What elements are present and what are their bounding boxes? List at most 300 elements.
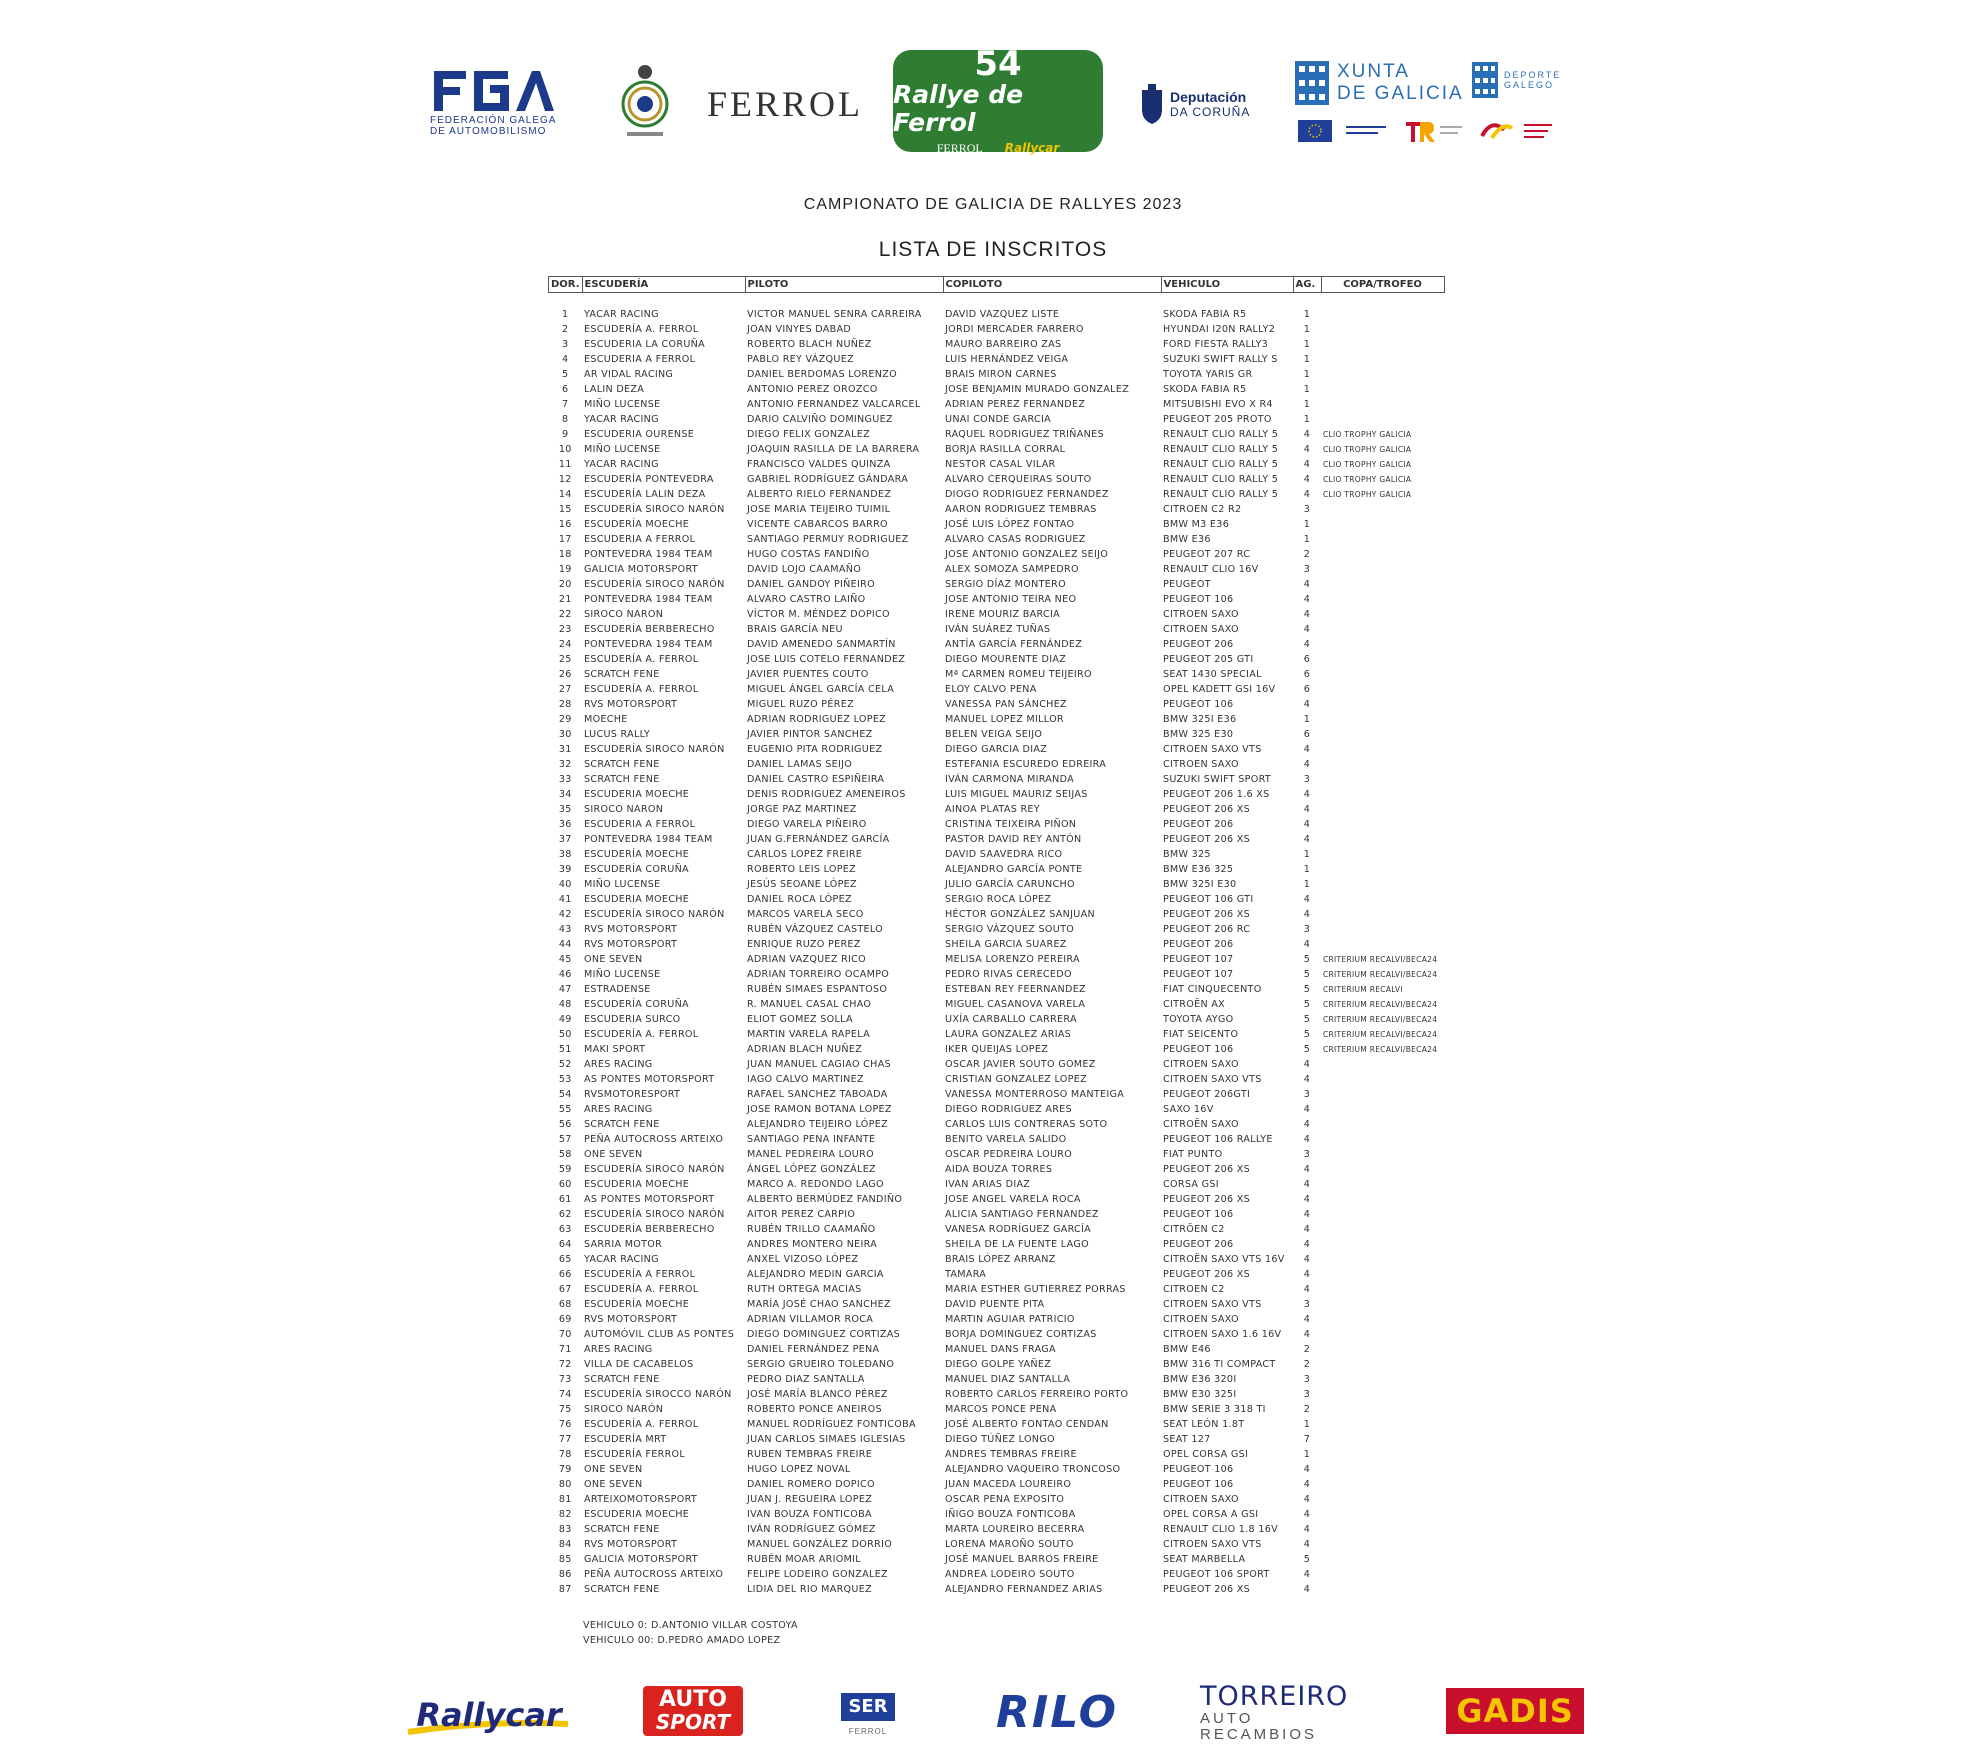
- table-row: [549, 907, 1445, 922]
- table-row: [549, 727, 1445, 742]
- cell-copiloto: LAURA GONZALEZ ARIAS: [945, 1029, 1072, 1040]
- cell-copa: [1321, 1552, 1444, 1567]
- cell-vehiculo: SUZUKI SWIFT SPORT: [1163, 774, 1272, 785]
- cell-copa: [1321, 757, 1444, 772]
- cell-copa: [1321, 1522, 1444, 1537]
- cell-piloto: DAVID LOJO CAAMAÑO: [747, 564, 862, 575]
- cell-dor: 17: [558, 534, 572, 545]
- cell-vehiculo: CITROEN C2: [1163, 1284, 1225, 1295]
- cell-copiloto: PASTOR DAVID REY ANTÓN: [945, 834, 1082, 845]
- cell-escuderia: AUTOMÓVIL CLUB AS PONTES: [584, 1329, 735, 1340]
- cell-vehiculo: CITROEN C2 R2: [1163, 504, 1242, 515]
- cell-escuderia: ESCUDERIA SURCO: [584, 1014, 681, 1025]
- table-row: [549, 502, 1445, 517]
- cell-ag: 4: [1303, 624, 1311, 635]
- cell-dor: 16: [558, 519, 572, 530]
- cell-copiloto: IVÁN SUÁREZ TUÑAS: [945, 624, 1051, 635]
- cell-escuderia: ESCUDERÍA MOECHE: [584, 519, 690, 530]
- cell-escuderia: AS PONTES MOTORSPORT: [584, 1074, 715, 1085]
- cell-vehiculo: PEUGEOT 205 PROTO: [1163, 414, 1272, 425]
- cell-ag: 1: [1303, 1419, 1311, 1430]
- cell-dor: 14: [558, 489, 572, 500]
- cell-vehiculo: PEUGEOT 106: [1163, 699, 1234, 710]
- cell-escuderia: SIROCO NARON: [584, 609, 664, 620]
- cell-copiloto: DIEGO MOURENTE DIAZ: [945, 654, 1067, 665]
- cell-vehiculo: BMW 325 E30: [1163, 729, 1234, 740]
- gadis-text: GADIS: [1456, 1692, 1574, 1730]
- cell-copiloto: SERGIO DÍAZ MONTERO: [945, 579, 1066, 590]
- cell-ag: 4: [1303, 609, 1311, 620]
- cell-copa: [1321, 1582, 1444, 1597]
- cell-copa: [1321, 1222, 1444, 1237]
- cell-copa: [1321, 412, 1444, 427]
- cell-escuderia: RVS MOTORSPORT: [584, 699, 678, 710]
- cell-piloto: DANIEL LAMAS SEIJO: [747, 759, 853, 770]
- cell-ag: 1: [1303, 384, 1311, 395]
- cell-copiloto: JUAN MACEDA LOUREIRO: [945, 1479, 1072, 1490]
- cell-copiloto: ANTÍA GARCÍA FERNÁNDEZ: [945, 639, 1083, 650]
- cell-copa: [1321, 352, 1444, 367]
- cell-escuderia: LUCUS RALLY: [584, 729, 651, 740]
- cell-copiloto: VANESSA MONTERROSO MANTEIGA: [945, 1089, 1125, 1100]
- cell-vehiculo: CITROEN SAXO VTS: [1163, 1539, 1262, 1550]
- cell-vehiculo: BMW E36 325: [1163, 864, 1234, 875]
- cell-dor: 59: [558, 1164, 572, 1175]
- cell-copa: [1321, 652, 1444, 667]
- cell-piloto: ENRIQUE RUZO PEREZ: [747, 939, 861, 950]
- rally-sub2: Rallycar: [1004, 140, 1060, 155]
- cell-escuderia: ESCUDERÍA A. FERROL: [584, 684, 699, 695]
- cell-copiloto: JOSE ANTONIO GONZALEZ SEIJO: [945, 549, 1109, 560]
- cell-piloto: JOAQUIN RASILLA DE LA BARRERA: [747, 444, 920, 455]
- cell-copiloto: ALICIA SANTIAGO FERNANDEZ: [945, 1209, 1099, 1220]
- table-row: [549, 1177, 1445, 1192]
- cell-copa: [1321, 562, 1444, 577]
- rallycar-text: Rallycar: [416, 1696, 562, 1734]
- cell-dor: 47: [558, 984, 572, 995]
- cell-vehiculo: SUZUKI SWIFT RALLY S: [1163, 354, 1278, 365]
- autosport-line1: AUTO: [659, 1687, 727, 1712]
- cell-dor: 66: [558, 1269, 572, 1280]
- cell-ag: 6: [1303, 669, 1311, 680]
- cell-copa: [1321, 592, 1444, 607]
- table-row: [549, 1282, 1445, 1297]
- cell-copiloto: JULIO GARCÍA CARUNCHO: [945, 879, 1075, 890]
- cell-copa: [1321, 922, 1444, 937]
- cell-ag: 4: [1303, 1104, 1311, 1115]
- cell-copiloto: OSCAR PEDREIRA LOURO: [945, 1149, 1073, 1160]
- cell-escuderia: ONE SEVEN: [584, 1464, 643, 1475]
- cell-copa: [1321, 802, 1444, 817]
- cell-piloto: JOSE LUIS COTELO FERNANDEZ: [747, 654, 906, 665]
- cell-dor: 5: [562, 369, 569, 380]
- cell-piloto: ELIOT GOMEZ SOLLA: [747, 1014, 853, 1025]
- cell-piloto: RUBÉN MOAR ARIOMIL: [747, 1554, 861, 1565]
- cell-dor: 65: [558, 1254, 572, 1265]
- cell-piloto: JUAN CARLOS SIMAES IGLESIAS: [747, 1434, 906, 1445]
- cell-piloto: RUTH ORTEGA MACIAS: [747, 1284, 862, 1295]
- cell-escuderia: ESTRADENSE: [584, 984, 651, 995]
- cell-ag: 4: [1303, 639, 1311, 650]
- deputacion-line2: DA CORUÑA: [1170, 105, 1251, 119]
- table-row: [549, 802, 1445, 817]
- cell-copa: [1321, 1462, 1444, 1477]
- cell-piloto: RUBÉN TRILLO CAAMAÑO: [747, 1224, 876, 1235]
- cell-vehiculo: PEUGEOT 206 1.6 XS: [1163, 789, 1270, 800]
- cell-escuderia: GALICIA MOTORSPORT: [584, 1554, 698, 1565]
- cell-escuderia: ESCUDERÍA SIROCCO NARÓN: [584, 1389, 732, 1400]
- cell-vehiculo: PEUGEOT 206 XS: [1163, 1194, 1251, 1205]
- cell-escuderia: ESCUDERÍA A. FERROL: [584, 1284, 699, 1295]
- cell-escuderia: ESCUDERÍA SIROCO NARÓN: [584, 579, 725, 590]
- cell-escuderia: ESCUDERÍA A. FERROL: [584, 1419, 699, 1430]
- cell-escuderia: ESCUDERÍA SIROCO NARÓN: [584, 909, 725, 920]
- cell-copiloto: LORENA MAROÑO SOUTO: [945, 1539, 1074, 1550]
- cell-copa: [1321, 1117, 1444, 1132]
- cell-escuderia: PEÑA AUTOCROSS ARTEIXO: [584, 1569, 724, 1580]
- cell-dor: 44: [558, 939, 572, 950]
- cell-piloto: JUAN G.FERNÁNDEZ GARCÍA: [747, 834, 890, 845]
- table-row: [549, 1417, 1445, 1432]
- cell-ag: 4: [1303, 579, 1311, 590]
- cell-escuderia: PONTEVEDRA 1984 TEAM: [584, 639, 713, 650]
- cell-vehiculo: BMW E36 320I: [1163, 1374, 1237, 1385]
- cell-dor: 48: [558, 999, 572, 1010]
- cell-piloto: ADRIAN RODRIGUEZ LOPEZ: [747, 714, 887, 725]
- rally-logo: [893, 43, 1103, 155]
- cell-dor: 68: [558, 1299, 572, 1310]
- cell-ag: 4: [1303, 804, 1311, 815]
- cell-ag: 6: [1303, 729, 1311, 740]
- cell-piloto: SANTIAGO PENA INFANTE: [747, 1134, 876, 1145]
- cell-vehiculo: PEUGEOT 206: [1163, 1239, 1234, 1250]
- cell-ag: 2: [1303, 1359, 1311, 1370]
- cell-copa: [1321, 547, 1444, 562]
- cell-copa: [1321, 1297, 1444, 1312]
- cell-copiloto: IRENE MOURIZ BARCIA: [945, 609, 1060, 620]
- cell-copa: [1321, 1177, 1444, 1192]
- cell-copiloto: ALVARO CASAS RODRIGUEZ: [945, 534, 1086, 545]
- cell-dor: 85: [558, 1554, 572, 1565]
- table-row: [549, 1357, 1445, 1372]
- cell-copiloto: ALEJANDRO VAQUEIRO TRONCOSO: [945, 1464, 1121, 1475]
- cell-copa: [1321, 727, 1444, 742]
- cell-escuderia: AR VIDAL RACING: [584, 369, 674, 380]
- cell-copiloto: MAURO BARREIRO ZAS: [945, 339, 1062, 350]
- table-row: [549, 1477, 1445, 1492]
- cell-copa: CRITERIUM RECALVI/BECA24: [1323, 1045, 1438, 1054]
- table-row: [549, 1132, 1445, 1147]
- table-header-row: [549, 277, 1445, 293]
- cell-ag: 4: [1303, 1194, 1311, 1205]
- cell-copiloto: DAVID VAZQUEZ LISTE: [945, 309, 1060, 320]
- table-row: [549, 952, 1445, 967]
- cell-vehiculo: CITROËN SAXO VTS 16V: [1163, 1254, 1285, 1265]
- table-row: [549, 772, 1445, 787]
- cell-escuderia: PEÑA AUTOCROSS ARTEIXO: [584, 1134, 724, 1145]
- cell-dor: 18: [558, 549, 572, 560]
- cell-escuderia: ESCUDERÍA A FERROL: [584, 1269, 696, 1280]
- cell-copa: CRITERIUM RECALVI/BECA24: [1323, 970, 1438, 979]
- col-copiloto: COPILOTO: [943, 277, 1161, 293]
- cell-ag: 2: [1303, 1344, 1311, 1355]
- cell-copa: [1321, 337, 1444, 352]
- cell-ag: 4: [1303, 1464, 1311, 1475]
- cell-vehiculo: PEUGEOT 206 RC: [1163, 924, 1251, 935]
- cell-copa: [1321, 1567, 1444, 1582]
- cell-dor: 24: [558, 639, 572, 650]
- table-row: [549, 1012, 1445, 1027]
- note-vehicle-00: VEHICULO 00: D.PEDRO AMADO LOPEZ: [583, 1635, 781, 1646]
- cell-vehiculo: PEUGEOT 206 XS: [1163, 1164, 1251, 1175]
- cell-vehiculo: RENAULT CLIO 1.8 16V: [1163, 1524, 1278, 1535]
- cell-piloto: JOSE RAMON BOTANA LOPEZ: [747, 1104, 892, 1115]
- cell-escuderia: RVSMOTORESPORT: [584, 1089, 681, 1100]
- table-row: [549, 937, 1445, 952]
- fga-line2: DE AUTOMOBILISMO: [430, 126, 547, 137]
- entries-body: [549, 293, 1445, 1598]
- table-row: [549, 622, 1445, 637]
- cell-copa: [1321, 1072, 1444, 1087]
- cell-ag: 3: [1303, 1374, 1311, 1385]
- cell-copa: CRITERIUM RECALVI/BECA24: [1323, 1000, 1438, 1009]
- cell-ag: 1: [1303, 414, 1311, 425]
- cell-dor: 60: [558, 1179, 572, 1190]
- cell-copiloto: ALEJANDRO FERNANDEZ ARIAS: [945, 1584, 1103, 1595]
- cell-escuderia: SCRATCH FENE: [584, 1524, 660, 1535]
- cell-copiloto: RAQUEL RODRIGUEZ TRIÑANES: [945, 429, 1104, 440]
- cell-ag: 4: [1303, 1134, 1311, 1145]
- table-row: [549, 472, 1445, 487]
- cell-copiloto: BENITO VARELA SALIDO: [945, 1134, 1067, 1145]
- cell-piloto: DANIEL CASTRO ESPIÑEIRA: [747, 774, 885, 785]
- cell-copiloto: MIGUEL CASANOVA VARELA: [945, 999, 1086, 1010]
- cell-copa: [1321, 1147, 1444, 1162]
- col-copa-trofeo: COPA/TROFEO: [1321, 277, 1444, 293]
- cell-copiloto: CARLOS LUIS CONTRERAS SOTO: [945, 1119, 1108, 1130]
- cell-escuderia: PONTEVEDRA 1984 TEAM: [584, 834, 713, 845]
- cell-vehiculo: SEAT 127: [1163, 1434, 1211, 1445]
- cell-ag: 4: [1303, 594, 1311, 605]
- cell-escuderia: SCRATCH FENE: [584, 1374, 660, 1385]
- cell-vehiculo: CITROEN SAXO: [1163, 624, 1239, 635]
- cell-dor: 23: [558, 624, 572, 635]
- cell-ag: 4: [1303, 909, 1311, 920]
- table-row: [549, 847, 1445, 862]
- cell-dor: 29: [558, 714, 572, 725]
- cell-dor: 37: [558, 834, 572, 845]
- cell-copa: [1321, 607, 1444, 622]
- cell-piloto: DIEGO DOMINGUEZ CORTIZAS: [747, 1329, 901, 1340]
- cell-copa: [1321, 817, 1444, 832]
- cell-vehiculo: PEUGEOT 206GTI: [1163, 1089, 1251, 1100]
- cell-dor: 86: [558, 1569, 572, 1580]
- cell-escuderia: ONE SEVEN: [584, 1149, 643, 1160]
- cell-dor: 53: [558, 1074, 572, 1085]
- cell-dor: 20: [558, 579, 572, 590]
- cell-piloto: IAGO CALVO MARTINEZ: [747, 1074, 864, 1085]
- cell-escuderia: SCRATCH FENE: [584, 1119, 660, 1130]
- cell-copa: CRITERIUM RECALVI/BECA24: [1323, 1030, 1438, 1039]
- cell-copiloto: ALVARO CERQUEIRAS SOUTO: [945, 474, 1092, 485]
- cell-vehiculo: CITROEN SAXO VTS: [1163, 744, 1262, 755]
- cell-copa: [1321, 1477, 1444, 1492]
- cell-dor: 3: [562, 339, 569, 350]
- table-row: [549, 1027, 1445, 1042]
- ser-sub: FERROL: [848, 1726, 888, 1736]
- cell-piloto: MARTIN VARELA RAPELA: [747, 1029, 870, 1040]
- cell-dor: 38: [558, 849, 572, 860]
- table-row: [549, 1462, 1445, 1477]
- cell-piloto: ADRIAN TORREIRO OCAMPO: [747, 969, 890, 980]
- cell-dor: 35: [558, 804, 572, 815]
- ferrol-text: FERROL: [706, 84, 864, 124]
- table-row: [549, 1582, 1445, 1597]
- deputacion-shield-icon: [1140, 84, 1164, 124]
- cell-escuderia: ESCUDERÍA A. FERROL: [584, 324, 699, 335]
- table-row: [549, 1117, 1445, 1132]
- cell-escuderia: PONTEVEDRA 1984 TEAM: [584, 594, 713, 605]
- cell-dor: 81: [558, 1494, 572, 1505]
- cell-vehiculo: CITROEN SAXO: [1163, 1059, 1239, 1070]
- table-row: [549, 1162, 1445, 1177]
- cell-escuderia: ESCUDERÍA BERBERECHO: [584, 1224, 715, 1235]
- cell-escuderia: ESCUDERIA MOECHE: [584, 894, 690, 905]
- table-row: [549, 607, 1445, 622]
- cell-piloto: LIDIA DEL RIO MARQUEZ: [747, 1584, 872, 1595]
- cell-copiloto: JOSÉ MANUEL BARROS FREIRE: [945, 1554, 1099, 1565]
- cell-ag: 4: [1303, 1119, 1311, 1130]
- cell-piloto: ROBERTO BLACH NUÑEZ: [747, 339, 872, 350]
- cell-ag: 5: [1303, 999, 1311, 1010]
- table-row: [549, 742, 1445, 757]
- cell-piloto: JESÚS SEOANE LÓPEZ: [747, 879, 857, 890]
- rilo-sponsor: [992, 1688, 1122, 1736]
- cell-piloto: RUBÉN VÁZQUEZ CASTELO: [747, 924, 884, 935]
- table-row: [549, 532, 1445, 547]
- col-vehiculo: VEHICULO: [1161, 277, 1293, 293]
- cell-dor: 33: [558, 774, 572, 785]
- cell-escuderia: YACAR RACING: [584, 414, 659, 425]
- cell-copa: [1321, 1402, 1444, 1417]
- cell-copiloto: IÑIGO BOUZA FONTICOBA: [945, 1509, 1076, 1520]
- rally-number: 54: [974, 43, 1022, 84]
- cell-vehiculo: BMW 325I E30: [1163, 879, 1237, 890]
- cell-vehiculo: PEUGEOT 207 RC: [1163, 549, 1251, 560]
- cell-vehiculo: PEUGEOT 106: [1163, 1479, 1234, 1490]
- cell-vehiculo: CITRÖEN C2: [1163, 1224, 1225, 1235]
- cell-escuderia: SCRATCH FENE: [584, 774, 660, 785]
- table-row: [549, 382, 1445, 397]
- cell-copa: [1321, 1207, 1444, 1222]
- cell-copa: [1321, 1057, 1444, 1072]
- eu-funding-logos: [1298, 118, 1578, 144]
- table-row: [549, 1057, 1445, 1072]
- cell-vehiculo: CITROEN SAXO VTS: [1163, 1074, 1262, 1085]
- cell-copiloto: MARTA LOUREIRO BECERRA: [945, 1524, 1085, 1535]
- cell-dor: 80: [558, 1479, 572, 1490]
- table-row: [549, 562, 1445, 577]
- cell-piloto: VÍCTOR M. MÉNDEZ DOPICO: [747, 609, 890, 620]
- cell-copa: [1321, 577, 1444, 592]
- table-row: [549, 877, 1445, 892]
- spacer-row: [549, 293, 1445, 308]
- xunta-flag-icon: [1295, 61, 1329, 105]
- xunta-line2: DE GALICIA: [1337, 83, 1464, 104]
- cell-copa: [1321, 877, 1444, 892]
- cell-piloto: ALEJANDRO TEIJEIRO LÓPEZ: [747, 1119, 888, 1130]
- cell-copiloto: ANDRES TEMBRAS FREIRE: [945, 1449, 1077, 1460]
- table-row: [549, 1507, 1445, 1522]
- cell-ag: 1: [1303, 519, 1311, 530]
- cell-ag: 4: [1303, 474, 1311, 485]
- cell-copiloto: IVAN ARIAS DIAZ: [945, 1179, 1031, 1190]
- cell-dor: 43: [558, 924, 572, 935]
- cell-ag: 1: [1303, 879, 1311, 890]
- cell-piloto: ANTONIO FERNANDEZ VALCARCEL: [747, 399, 921, 410]
- deporte-flag-icon: [1472, 62, 1498, 98]
- cell-copiloto: DAVID SAAVEDRA RICO: [945, 849, 1063, 860]
- cell-piloto: ANXEL VIZOSO LÓPEZ: [747, 1254, 859, 1265]
- cell-copa: [1321, 682, 1444, 697]
- table-row: [549, 1297, 1445, 1312]
- cell-vehiculo: SKODA FABIA R5: [1163, 384, 1247, 395]
- cell-copa: [1321, 1102, 1444, 1117]
- cell-escuderia: YACAR RACING: [584, 459, 659, 470]
- table-row: [549, 1342, 1445, 1357]
- cell-ag: 4: [1303, 444, 1311, 455]
- cell-vehiculo: OPEL KADETT GSI 16V: [1163, 684, 1276, 695]
- cell-copa: CLIO TROPHY GALICIA: [1323, 490, 1412, 499]
- cell-vehiculo: PEUGEOT 205 GTI: [1163, 654, 1254, 665]
- cell-piloto: VICTOR MANUEL SENRA CARREIRA: [747, 309, 922, 320]
- cell-escuderia: ARES RACING: [584, 1344, 653, 1355]
- cell-copa: [1321, 667, 1444, 682]
- cell-copa: [1321, 937, 1444, 952]
- cell-piloto: ROBERTO LEIS LOPEZ: [747, 864, 857, 875]
- table-row: [549, 1492, 1445, 1507]
- cell-vehiculo: PEUGEOT 106: [1163, 1209, 1234, 1220]
- cell-vehiculo: SEAT LEÓN 1.8T: [1163, 1419, 1245, 1430]
- cell-dor: 87: [558, 1584, 572, 1595]
- cell-ag: 4: [1303, 1569, 1311, 1580]
- cell-copa: CLIO TROPHY GALICIA: [1323, 445, 1412, 454]
- cell-piloto: JUAN MANUEL CAGIAO CHAS: [747, 1059, 891, 1070]
- table-row: [549, 1312, 1445, 1327]
- cell-piloto: DANIEL ROMERO DOPICO: [747, 1479, 875, 1490]
- cell-dor: 15: [558, 504, 572, 515]
- eu-text-icon: [1346, 124, 1390, 138]
- cell-ag: 4: [1303, 429, 1311, 440]
- cell-escuderia: ESCUDERIA A FERROL: [584, 534, 696, 545]
- cell-piloto: ALEJANDRO MEDIN GARCIA: [747, 1269, 884, 1280]
- cell-ag: 1: [1303, 369, 1311, 380]
- cell-copiloto: PEDRO RIVAS CERECEDO: [945, 969, 1072, 980]
- cell-piloto: HUGO LOPEZ NOVAL: [747, 1464, 851, 1475]
- cell-copa: [1321, 1267, 1444, 1282]
- cell-copa: [1321, 1342, 1444, 1357]
- cell-ag: 3: [1303, 1149, 1311, 1160]
- cell-piloto: R. MANUEL CASAL CHAO: [747, 999, 872, 1010]
- cell-escuderia: ESCUDERÍA MOECHE: [584, 1299, 690, 1310]
- cell-copiloto: JORDI MERCADER FARRERO: [945, 324, 1084, 335]
- cell-escuderia: ARES RACING: [584, 1059, 653, 1070]
- cell-piloto: DANIEL BERDOMAS LORENZO: [747, 369, 897, 380]
- cell-ag: 4: [1303, 894, 1311, 905]
- cell-copa: [1321, 517, 1444, 532]
- cell-ag: 4: [1303, 1494, 1311, 1505]
- cell-copiloto: DIEGO RODRIGUEZ ARES: [945, 1104, 1072, 1115]
